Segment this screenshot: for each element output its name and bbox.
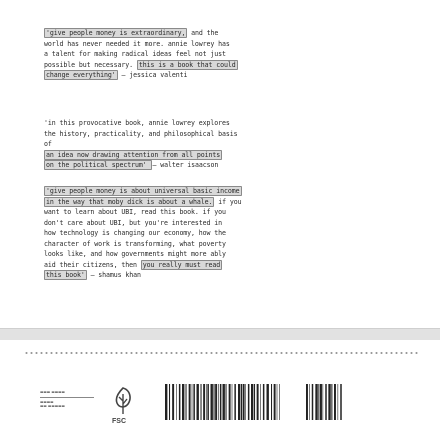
- highlighted-text: an idea now drawing attention from all points: [46, 150, 221, 159]
- quote-line: [44, 228, 384, 239]
- quote-line: [44, 186, 384, 197]
- cover-footer: [0, 340, 440, 440]
- quote-text: world has never needed it more. annie lowrey has: [44, 39, 230, 48]
- fsc-label: FSC: [112, 418, 126, 425]
- quote-text: — walter isaacson: [152, 161, 219, 169]
- barcode-bar: [206, 384, 207, 420]
- barcode-bar: [315, 384, 317, 420]
- barcode-bar: [179, 384, 181, 420]
- publisher-logo: [40, 390, 102, 409]
- barcode-bar: [182, 384, 184, 420]
- barcode-bar: [197, 384, 199, 420]
- quote-text: a talent for making radical ideas feel not just: [44, 50, 226, 58]
- quote-text: — jessica valenti: [117, 71, 188, 79]
- barcode-bar: [274, 384, 276, 420]
- barcode-bar: [312, 384, 314, 420]
- barcode-bar: [176, 384, 177, 420]
- barcode-bar: [207, 384, 209, 420]
- quote-line: [44, 39, 384, 50]
- barcode-bar: [229, 384, 231, 420]
- quote-text: if you: [214, 197, 242, 206]
- barcode-bar: [251, 384, 253, 420]
- barcode-bar: [232, 384, 233, 420]
- barcode-bar: [323, 384, 324, 420]
- isbn-barcode: [165, 384, 280, 420]
- barcode-bar: [245, 384, 246, 420]
- barcode-bar: [325, 384, 327, 420]
- barcode-bar: [263, 384, 265, 420]
- barcode-bar: [257, 384, 259, 420]
- publisher-logo-row: ▬▬▬ ▬▬▬▬: [40, 390, 65, 394]
- quote-text: — shamus khan: [86, 271, 141, 279]
- highlighted-text: change everything': [46, 71, 116, 79]
- barcode-bar: [165, 384, 167, 420]
- quote-block-1: [44, 28, 384, 81]
- quote-text: and the: [187, 29, 219, 37]
- barcode-bar: [201, 384, 202, 420]
- quote-text: of: [44, 140, 52, 148]
- quote-line: [44, 197, 384, 208]
- barcode-bar: [331, 384, 332, 420]
- barcode-bar: [211, 384, 213, 420]
- barcode-bar: [223, 384, 225, 420]
- barcode-bar: [218, 384, 219, 420]
- barcode-bar: [220, 384, 222, 420]
- highlighted-text: this book': [46, 271, 85, 279]
- barcode-bar: [254, 384, 255, 420]
- barcode-bar: [189, 384, 191, 420]
- dotted-divider: [24, 350, 420, 356]
- highlighted-text: in the way that moby dick is about a whale.: [46, 197, 213, 206]
- barcode-bar: [234, 384, 236, 420]
- quote-text: possible but necessary.: [44, 60, 137, 69]
- barcode-bar: [309, 384, 310, 420]
- barcode-bar: [260, 384, 261, 420]
- quote-line: [44, 129, 384, 140]
- barcode-bar: [271, 384, 272, 420]
- quote-line: [44, 207, 384, 218]
- barcode-bar: [318, 384, 319, 420]
- quote-line: [44, 28, 384, 39]
- barcode-bar: [306, 384, 308, 420]
- barcode-bar: [320, 384, 322, 420]
- barcode-bar: [328, 384, 330, 420]
- quote-line: [44, 218, 384, 229]
- barcode-bar: [267, 384, 269, 420]
- quote-line: [44, 160, 384, 171]
- quote-text: aid their citizens, then: [44, 260, 141, 269]
- publisher-rule: [40, 397, 94, 398]
- quote-line: [44, 239, 384, 250]
- highlighted-text: this is a book that could: [138, 60, 236, 69]
- highlighted-text: you really must read: [142, 260, 221, 269]
- quote-line: [44, 70, 384, 81]
- barcode-bar: [214, 384, 215, 420]
- barcode-bar: [241, 384, 242, 420]
- barcode-bar: [203, 384, 205, 420]
- quote-line: [44, 150, 384, 161]
- barcode-bar: [172, 384, 174, 420]
- quote-line: [44, 249, 384, 260]
- barcode-bar: [277, 384, 278, 420]
- barcode-bar: [243, 384, 245, 420]
- quote-line: [44, 49, 384, 60]
- barcode-bar: [226, 384, 227, 420]
- price-barcode: [306, 384, 342, 420]
- quote-line: [44, 260, 384, 271]
- barcode-bar: [169, 384, 170, 420]
- quote-line: [44, 270, 384, 281]
- quote-line: [44, 60, 384, 71]
- quote-line: [44, 118, 384, 129]
- quote-text: character of work is transforming, what poverty: [44, 239, 226, 248]
- quote-text: how technology is changing our economy, how the: [44, 229, 226, 237]
- quote-line: [44, 139, 384, 150]
- barcode-bar: [340, 384, 342, 420]
- barcode-bar: [186, 384, 187, 420]
- quote-text: don't care about UBI, but you're interested in: [44, 218, 223, 227]
- highlighted-text: on the political spectrum': [46, 161, 151, 169]
- barcode-bar: [248, 384, 250, 420]
- quote-text: want to learn about UBI, read this book. if you: [44, 208, 226, 216]
- barcode-bar: [334, 384, 336, 420]
- quote-text: 'in this provocative book, annie lowrey explores: [44, 119, 230, 127]
- quote-block-3: [44, 186, 384, 281]
- barcode-bar: [192, 384, 193, 420]
- quote-text: looks like, and how governments might more ably: [44, 250, 226, 258]
- quote-block-2: [44, 118, 384, 171]
- highlighted-text: 'give people money is extraordinary,: [46, 29, 186, 37]
- publisher-logo-row: ▬▬ ▬▬▬▬▬: [40, 404, 65, 409]
- publisher-logo-row: ▬▬▬▬: [40, 399, 54, 404]
- barcode-bar: [215, 384, 217, 420]
- barcode-bar: [279, 384, 280, 420]
- barcode-bar: [193, 384, 195, 420]
- quote-text: the history, practicality, and philosophical basis: [44, 129, 238, 138]
- highlighted-text: 'give people money is about universal basic income: [46, 187, 240, 195]
- barcode-bar: [338, 384, 339, 420]
- barcode-bar: [238, 384, 240, 420]
